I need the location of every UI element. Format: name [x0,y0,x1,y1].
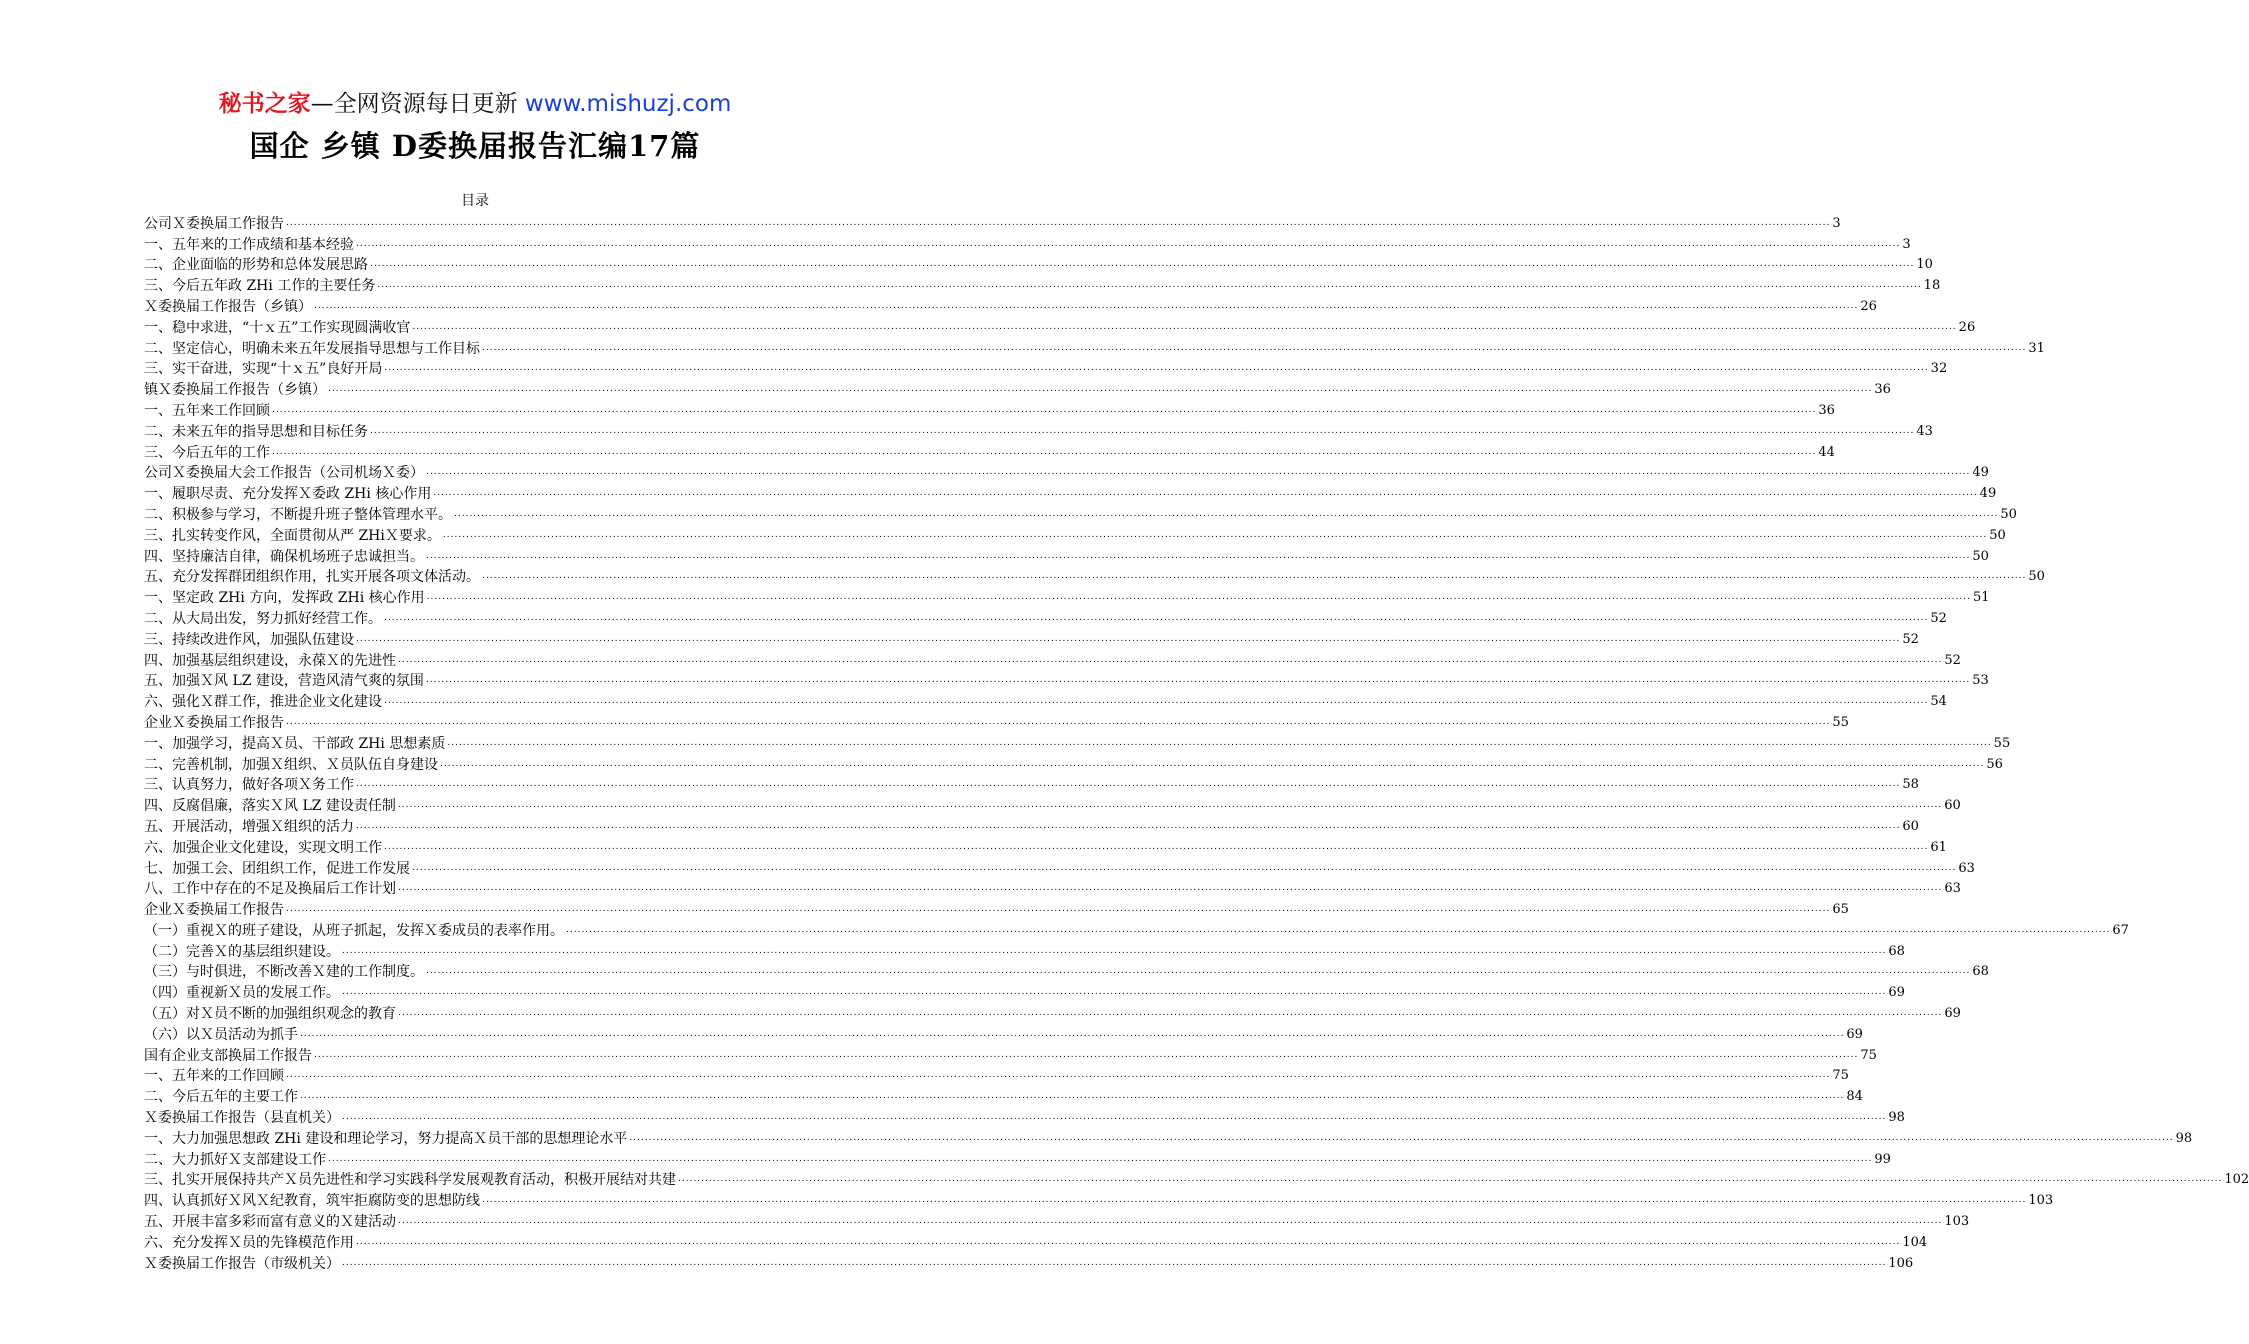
toc-dot-leader: ................................................................................................................................................................................................................................................................................................................................................................................................................ [398,654,1943,665]
toc-dot-leader: ................................................................................................................................................................................................................................................................................................................................................................................................................ [328,384,1873,395]
toc-entry-label: Ｘ委换届工作报告（市级机关） [144,1255,340,1272]
toc-dot-leader: ................................................................................................................................................................................................................................................................................................................................................................................................................ [629,1132,2174,1143]
toc-entry[interactable] [144,920,2129,941]
banner-slogan: —全网资源每日更新 [310,91,525,117]
toc-entry[interactable] [144,629,1919,650]
toc-dot-leader: ................................................................................................................................................................................................................................................................................................................................................................................................................ [447,737,1992,748]
toc-entry[interactable] [144,712,1849,733]
toc-entry-label: 三、持续改进作风，加强队伍建设 [144,631,354,648]
toc-entry-page-number: 98 [1888,1110,1905,1126]
toc-dot-leader: ................................................................................................................................................................................................................................................................................................................................................................................................................ [482,342,2027,353]
toc-entry-label: 一、坚定政 ZHi 方向，发挥政 ZHi 核心作用 [144,590,425,607]
toc-entry[interactable] [144,442,1835,463]
toc-entry-page-number: 63 [1958,860,1975,876]
toc-entry-page-number: 106 [1888,1255,1914,1271]
toc-dot-leader: ................................................................................................................................................................................................................................................................................................................................................................................................................ [440,758,1985,769]
toc-entry-page-number: 69 [1846,1026,1863,1042]
toc-entry-page-number: 68 [1972,964,1989,980]
toc-dot-leader: ................................................................................................................................................................................................................................................................................................................................................................................................................ [342,987,1887,998]
toc-dot-leader: ................................................................................................................................................................................................................................................................................................................................................................................................................ [356,779,1901,790]
toc-entry-label: 四、认真抓好Ｘ风Ｘ纪教育，筑牢拒腐防变的思想防线 [144,1193,480,1210]
toc-dot-leader: ................................................................................................................................................................................................................................................................................................................................................................................................................ [356,238,1901,249]
toc-entry-label: Ｘ委换届工作报告（县直机关） [144,1110,340,1127]
toc-entry-page-number: 52 [1944,652,1961,668]
toc-entry[interactable] [144,982,1905,1003]
toc-entry-label: （一）重视Ｘ的班子建设，从班子抓起，发挥Ｘ委成员的表率作用。 [144,922,564,939]
toc-entry[interactable] [144,671,1989,692]
toc-entry[interactable] [144,296,1877,317]
toc-entry-page-number: 49 [1972,465,1989,481]
toc-dot-leader: ................................................................................................................................................................................................................................................................................................................................................................................................................ [426,550,1971,561]
toc-entry-label: 三、认真努力，做好各项Ｘ务工作 [144,777,354,794]
toc-entry[interactable] [144,1170,2249,1191]
toc-dot-leader: ................................................................................................................................................................................................................................................................................................................................................................................................................ [384,696,1929,707]
toc-entry-page-number: 54 [1930,694,1947,710]
toc-dot-leader: ................................................................................................................................................................................................................................................................................................................................................................................................................ [397,800,1943,811]
toc-entry-page-number: 60 [1902,818,1919,834]
toc-dot-leader: ................................................................................................................................................................................................................................................................................................................................................................................................................ [314,1049,1859,1060]
toc-dot-leader: ................................................................................................................................................................................................................................................................................................................................................................................................................ [377,280,1922,291]
toc-entry-page-number: 75 [1860,1047,1877,1063]
toc-entry[interactable] [144,691,1947,712]
toc-entry-page-number: 68 [1888,943,1905,959]
toc-dot-leader: ................................................................................................................................................................................................................................................................................................................................................................................................................ [426,467,1971,478]
toc-entry-page-number: 32 [1930,361,1948,377]
toc-entry[interactable] [144,754,2003,775]
toc-entry-page-number: 75 [1832,1068,1849,1084]
toc-entry[interactable] [144,1128,2193,1149]
toc-entry-page-number: 61 [1930,839,1947,855]
toc-dot-leader: ................................................................................................................................................................................................................................................................................................................................................................................................................ [398,1008,1943,1019]
toc-dot-leader: ................................................................................................................................................................................................................................................................................................................................................................................................................ [384,612,1929,623]
toc-entry-page-number: 26 [1958,319,1976,335]
toc-dot-leader: ................................................................................................................................................................................................................................................................................................................................................................................................................ [566,924,2111,935]
toc-entry[interactable] [144,1232,1928,1253]
toc-entry-page-number: 69 [1944,1006,1961,1022]
toc-dot-leader: ................................................................................................................................................................................................................................................................................................................................................................................................................ [286,217,1831,228]
toc-entry-label: 一、五年来工作回顾 [144,402,270,419]
toc-dot-leader: ................................................................................................................................................................................................................................................................................................................................................................................................................ [356,820,1901,831]
toc-entry[interactable] [144,1149,1891,1170]
toc-entry[interactable] [144,1024,1863,1045]
toc-entry-label: （四）重视新Ｘ员的发展工作。 [144,985,340,1002]
toc-dot-leader: ................................................................................................................................................................................................................................................................................................................................................................................................................ [433,488,1978,499]
toc-dot-leader: ................................................................................................................................................................................................................................................................................................................................................................................................................ [384,363,1929,374]
toc-entry-label: 二、今后五年的主要工作 [144,1089,298,1106]
toc-entry-page-number: 103 [2028,1193,2054,1209]
toc-dot-leader: ................................................................................................................................................................................................................................................................................................................................................................................................................ [342,945,1887,956]
toc-dot-leader: ................................................................................................................................................................................................................................................................................................................................................................................................................ [286,904,1831,915]
toc-dot-leader: ................................................................................................................................................................................................................................................................................................................................................................................................................ [314,300,1859,311]
toc-entry[interactable] [144,1211,1970,1232]
toc-dot-leader: ................................................................................................................................................................................................................................................................................................................................................................................................................ [412,321,1957,332]
toc-entry-page-number: 104 [1902,1234,1928,1250]
toc-dot-leader: ................................................................................................................................................................................................................................................................................................................................................................................................................ [272,446,1817,457]
toc-entry[interactable] [144,941,1905,962]
banner-url-link[interactable]: www.mishuzj.com [524,91,732,117]
toc-entry-label: 一、履职尽责、充分发挥Ｘ委政 ZHi 核心作用 [144,486,432,503]
toc-entry-page-number: 10 [1916,257,1933,273]
toc-entry[interactable] [144,962,1989,983]
toc-entry-page-number: 69 [1888,985,1905,1001]
toc-entry[interactable] [144,879,1961,900]
toc-entry-page-number: 51 [1972,590,1990,606]
toc-entry[interactable] [144,775,1919,796]
toc-entry-page-number: 31 [2028,340,2045,356]
toc-entry[interactable] [144,463,1989,484]
toc-entry-page-number: 50 [2000,506,2017,522]
toc-dot-leader: ................................................................................................................................................................................................................................................................................................................................................................................................................ [412,862,1957,873]
toc-entry-label: 五、开展活动，增强Ｘ组织的活力 [144,818,354,835]
toc-entry-page-number: 56 [1986,756,2003,772]
toc-entry-label: 国有企业支部换届工作报告 [144,1047,312,1064]
toc-entry-label: 一、大力加强思想政 ZHi 建设和理论学习，努力提高Ｘ员干部的思想理论水平 [144,1130,628,1147]
toc-entry-label: （二）完善Ｘ的基层组织建设。 [144,943,340,960]
toc-entry-page-number: 18 [1923,278,1941,294]
toc-entry-page-number: 50 [2028,569,2045,585]
toc-entry-page-number: 103 [1944,1214,1970,1230]
toc-entry-label: 六、加强企业文化建设，实现文明工作 [144,839,382,856]
toc-entry-page-number: 26 [1860,298,1877,314]
toc-entry[interactable] [144,858,1975,879]
toc-entry[interactable] [144,234,1911,255]
toc-entry-label: 六、强化Ｘ群工作，推进企业文化建设 [144,694,382,711]
toc-entry-page-number: 84 [1846,1089,1863,1105]
toc-entry[interactable] [144,1107,1905,1128]
site-banner [0,88,950,120]
toc-entry-label: 八、工作中存在的不足及换届后工作计划 [144,881,396,898]
toc-entry-label: （五）对Ｘ员不断的加强组织观念的教育 [144,1006,396,1023]
toc-entry-page-number: 60 [1944,798,1961,814]
toc-entry-label: 二、大力抓好Ｘ支部建设工作 [144,1151,326,1168]
toc-entry-page-number: 67 [2112,922,2129,938]
toc-entry[interactable] [144,525,2006,546]
toc-dot-leader: ................................................................................................................................................................................................................................................................................................................................................................................................................ [272,404,1817,415]
toc-entry-label: 公司Ｘ委换届工作报告 [144,215,284,232]
toc-dot-leader: ................................................................................................................................................................................................................................................................................................................................................................................................................ [342,1257,1887,1268]
toc-entry[interactable] [144,1253,1914,1274]
toc-dot-leader: ................................................................................................................................................................................................................................................................................................................................................................................................................ [370,259,1915,270]
toc-dot-leader: ................................................................................................................................................................................................................................................................................................................................................................................................................ [678,1174,2223,1185]
toc-entry[interactable] [144,1003,1961,1024]
toc-entry[interactable] [144,567,2045,588]
toc-dot-leader: ................................................................................................................................................................................................................................................................................................................................................................................................................ [370,425,1915,436]
toc-entry-page-number: 36 [1818,402,1835,418]
toc-entry-label: 二、坚定信心，明确未来五年发展指导思想与工作目标 [144,340,480,357]
toc-entry[interactable] [144,255,1933,276]
toc-entry-label: 企业Ｘ委换届工作报告 [144,902,284,919]
toc-entry-page-number: 49 [1979,486,1997,502]
toc-dot-leader: ................................................................................................................................................................................................................................................................................................................................................................................................................ [286,1070,1831,1081]
toc-entry-label: 一、五年来的工作成绩和基本经验 [144,236,354,253]
toc-dot-leader: ................................................................................................................................................................................................................................................................................................................................................................................................................ [482,571,2027,582]
toc-entry[interactable] [144,338,2045,359]
toc-entry-page-number: 3 [1832,215,1841,231]
toc-entry-label: 公司Ｘ委换届大会工作报告（公司机场Ｘ委） [144,465,424,482]
toc-entry[interactable] [144,483,1997,504]
toc-entry[interactable] [144,795,1961,816]
toc-entry-page-number: 43 [1916,423,1933,439]
toc-entry-label: 镇Ｘ委换届工作报告（乡镇） [144,382,326,399]
toc-dot-leader: ................................................................................................................................................................................................................................................................................................................................................................................................................ [356,1236,1901,1247]
toc-entry-page-number: 50 [1972,548,1989,564]
toc-entry[interactable] [144,400,1835,421]
toc-entry-label: 二、积极参与学习，不断提升班子整体管理水平。 [144,506,452,523]
toc-dot-leader: ................................................................................................................................................................................................................................................................................................................................................................................................................ [356,633,1901,644]
toc-dot-leader: ................................................................................................................................................................................................................................................................................................................................................................................................................ [442,529,1988,540]
document-title: 国企 乡镇 D委换届报告汇编17篇 [249,129,701,163]
toc-entry-label: 二、完善机制，加强Ｘ组织、Ｘ员队伍自身建设 [144,756,438,773]
toc-entry[interactable] [144,379,1891,400]
toc-entry-label: 五、加强Ｘ风 LZ 建设，营造风清气爽的氛围 [144,673,424,690]
toc-entry-page-number: 55 [1993,735,2011,751]
table-of-contents [144,213,2249,1274]
toc-dot-leader: ................................................................................................................................................................................................................................................................................................................................................................................................................ [426,966,1971,977]
toc-entry-label: 七、加强工会、团组织工作，促进工作发展 [144,860,410,877]
toc-entry-label: 三、扎实开展保持共产Ｘ员先进性和学习实践科学发展观教育活动，积极开展结对共建 [144,1172,676,1189]
toc-entry-page-number: 44 [1818,444,1835,460]
toc-dot-leader: ................................................................................................................................................................................................................................................................................................................................................................................................................ [398,883,1943,894]
toc-entry[interactable] [144,1066,1849,1087]
toc-entry-label: 四、加强基层组织建设，永葆Ｘ的先进性 [144,652,396,669]
toc-entry-label: 二、未来五年的指导思想和目标任务 [144,423,368,440]
toc-dot-leader: ................................................................................................................................................................................................................................................................................................................................................................................................................ [286,716,1831,727]
toc-dot-leader: ................................................................................................................................................................................................................................................................................................................................................................................................................ [300,1091,1845,1102]
toc-entry-page-number: 102 [2224,1172,2249,1188]
toc-entry-page-number: 98 [2175,1130,2193,1146]
toc-entry[interactable] [144,421,1933,442]
toc-dot-leader: ................................................................................................................................................................................................................................................................................................................................................................................................................ [426,592,1971,603]
toc-entry-label: Ｘ委换届工作报告（乡镇） [144,298,312,315]
toc-entry-page-number: 52 [1902,631,1919,647]
toc-dot-leader: ................................................................................................................................................................................................................................................................................................................................................................................................................ [398,1216,1943,1227]
toc-entry[interactable] [144,546,1989,567]
toc-entry-label: 三、扎实转变作风，全面贯彻从严 ZHiＸ要求。 [144,527,441,544]
toc-entry[interactable] [144,899,1849,920]
toc-dot-leader: ................................................................................................................................................................................................................................................................................................................................................................................................................ [328,1153,1873,1164]
toc-entry[interactable] [144,1190,2054,1211]
toc-entry-label: （六）以Ｘ员活动为抓手 [144,1026,298,1043]
toc-entry-label: 一、加强学习，提高Ｘ员、干部政 ZHi 思想素质 [144,735,446,752]
toc-entry-label: 二、企业面临的形势和总体发展思路 [144,257,368,274]
toc-entry-label: 四、反腐倡廉，落实Ｘ风 LZ 建设责任制 [144,798,396,815]
toc-entry[interactable] [144,587,1990,608]
toc-entry-page-number: 58 [1902,777,1919,793]
toc-dot-leader: ................................................................................................................................................................................................................................................................................................................................................................................................................ [454,508,1999,519]
toc-entry-page-number: 99 [1874,1151,1891,1167]
toc-entry-page-number: 50 [1989,527,2006,543]
toc-entry-page-number: 52 [1930,610,1947,626]
toc-entry[interactable] [144,1045,1877,1066]
toc-entry[interactable] [144,275,1941,296]
toc-dot-leader: ................................................................................................................................................................................................................................................................................................................................................................................................................ [342,1112,1887,1123]
toc-entry-label: 四、坚持廉洁自律，确保机场班子忠诚担当。 [144,548,424,565]
toc-entry-label: 三、今后五年政 ZHi 工作的主要任务 [144,278,376,295]
toc-entry-label: 一、稳中求进，“十ｘ五”工作实现圆满收官 [144,319,411,336]
toc-entry-label: 三、今后五年的工作 [144,444,270,461]
toc-entry-label: 五、开展丰富多彩而富有意义的Ｘ建活动 [144,1214,396,1231]
toc-entry[interactable] [144,608,1947,629]
toc-entry-page-number: 63 [1944,881,1961,897]
toc-entry-page-number: 3 [1902,236,1911,252]
toc-entry-page-number: 65 [1832,902,1849,918]
toc-dot-leader: ................................................................................................................................................................................................................................................................................................................................................................................................................ [482,1195,2027,1206]
toc-entry-label: （三）与时俱进，不断改善Ｘ建的工作制度。 [144,964,424,981]
toc-heading: 目录 [461,193,489,209]
toc-entry[interactable] [144,837,1947,858]
toc-entry-label: 二、从大局出发，努力抓好经营工作。 [144,610,382,627]
toc-entry[interactable] [144,317,1976,338]
banner-brand: 秘书之家 [218,91,311,117]
toc-entry-page-number: 55 [1832,714,1849,730]
toc-entry-label: 六、充分发挥Ｘ员的先锋模范作用 [144,1234,354,1251]
toc-entry-label: 企业Ｘ委换届工作报告 [144,714,284,731]
toc-entry-label: 三、实干奋进，实现“十ｘ五”良好开局 [144,361,383,378]
toc-entry-label: 五、充分发挥群团组织作用，扎实开展各项文体活动。 [144,569,480,586]
toc-entry-label: 一、五年来的工作回顾 [144,1068,284,1085]
toc-entry-page-number: 53 [1972,673,1989,689]
toc-entry[interactable] [144,359,1948,380]
toc-dot-leader: ................................................................................................................................................................................................................................................................................................................................................................................................................ [300,1028,1845,1039]
toc-entry[interactable] [144,816,1919,837]
toc-entry[interactable] [144,650,1961,671]
toc-entry[interactable] [144,213,1841,234]
toc-entry[interactable] [144,733,2011,754]
toc-entry[interactable] [144,504,2017,525]
toc-dot-leader: ................................................................................................................................................................................................................................................................................................................................................................................................................ [425,675,1971,686]
toc-dot-leader: ................................................................................................................................................................................................................................................................................................................................................................................................................ [384,841,1929,852]
toc-entry[interactable] [144,1086,1863,1107]
toc-entry-page-number: 36 [1874,382,1891,398]
